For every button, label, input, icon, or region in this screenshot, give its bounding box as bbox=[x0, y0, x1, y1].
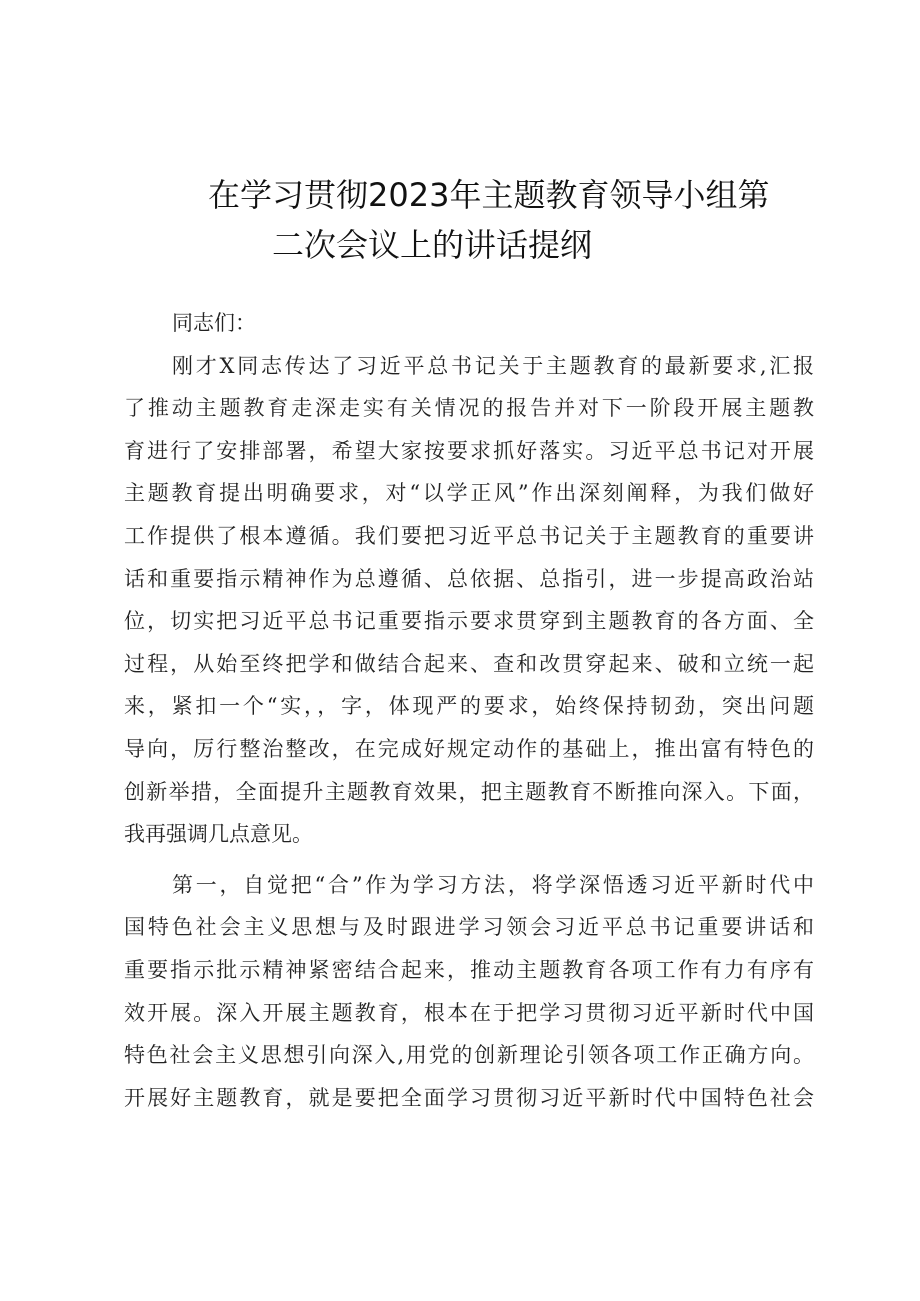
paragraph-line: 育进行了安排部署，希望大家按要求抓好落实。习近平总书记对开展 bbox=[124, 438, 814, 463]
paragraph-line: 过程，从始至终把学和做结合起来、查和改贯穿起来、破和立统一起 bbox=[124, 651, 814, 676]
paragraph-2 bbox=[124, 864, 814, 1120]
paragraph-line: 特色社会主义思想引向深入,用党的创新理论引领各项工作正确方向。 bbox=[124, 1043, 814, 1068]
document-body bbox=[124, 302, 814, 1119]
paragraph-gap bbox=[124, 856, 814, 864]
paragraph-line: 来，紧扣一个“实，，字，体现严的要求，始终保持韧劲，突出问题 bbox=[124, 694, 814, 719]
paragraph-line: 导向，厉行整治整改，在完成好规定动作的基础上，推出富有特色的 bbox=[124, 736, 814, 761]
paragraph-line: 创新举措，全面提升主题教育效果，把主题教育不断推向深入。下面， bbox=[124, 779, 814, 804]
paragraph-line: 刚才X同志传达了习近平总书记关于主题教育的最新要求,汇报 bbox=[172, 353, 814, 378]
document-title bbox=[124, 170, 814, 270]
greeting: 同志们： bbox=[172, 311, 256, 335]
paragraph-line: 了推动主题教育走深走实有关情况的报告并对下一阶段开展主题教 bbox=[124, 396, 814, 421]
paragraph-line: 我再强调几点意见。 bbox=[124, 822, 313, 847]
paragraph-line: 国特色社会主义思想与及时跟进学习领会习近平总书记重要讲话和 bbox=[124, 915, 814, 940]
paragraph-line: 重要指示批示精神紧密结合起来，推动主题教育各项工作有力有序有 bbox=[124, 957, 814, 982]
paragraph-line: 位，切实把习近平总书记重要指示要求贯穿到主题教育的各方面、全 bbox=[124, 609, 814, 634]
title-line-2: 二次会议上的讲话提纲 bbox=[272, 226, 593, 264]
paragraph-1 bbox=[124, 345, 814, 856]
paragraph-line: 主题教育提出明确要求，对“以学正风”作出深刻阐释，为我们做好 bbox=[124, 481, 814, 506]
paragraph-line: 开展好主题教育，就是要把全面学习贯彻习近平新时代中国特色社会 bbox=[124, 1085, 814, 1110]
paragraph-line: 第一，自觉把“合”作为学习方法，将学深悟透习近平新时代中 bbox=[172, 872, 814, 897]
paragraph-line: 效开展。深入开展主题教育，根本在于把学习贯彻习近平新时代中国 bbox=[124, 1000, 814, 1025]
paragraph-line: 工作提供了根本遵循。我们要把习近平总书记关于主题教育的重要讲 bbox=[124, 523, 814, 548]
title-line-1: 在学习贯彻2023年主题教育领导小组第 bbox=[208, 176, 770, 214]
paragraph-line: 话和重要指示精神作为总遵循、总依据、总指引，进一步提高政治站 bbox=[124, 566, 814, 591]
